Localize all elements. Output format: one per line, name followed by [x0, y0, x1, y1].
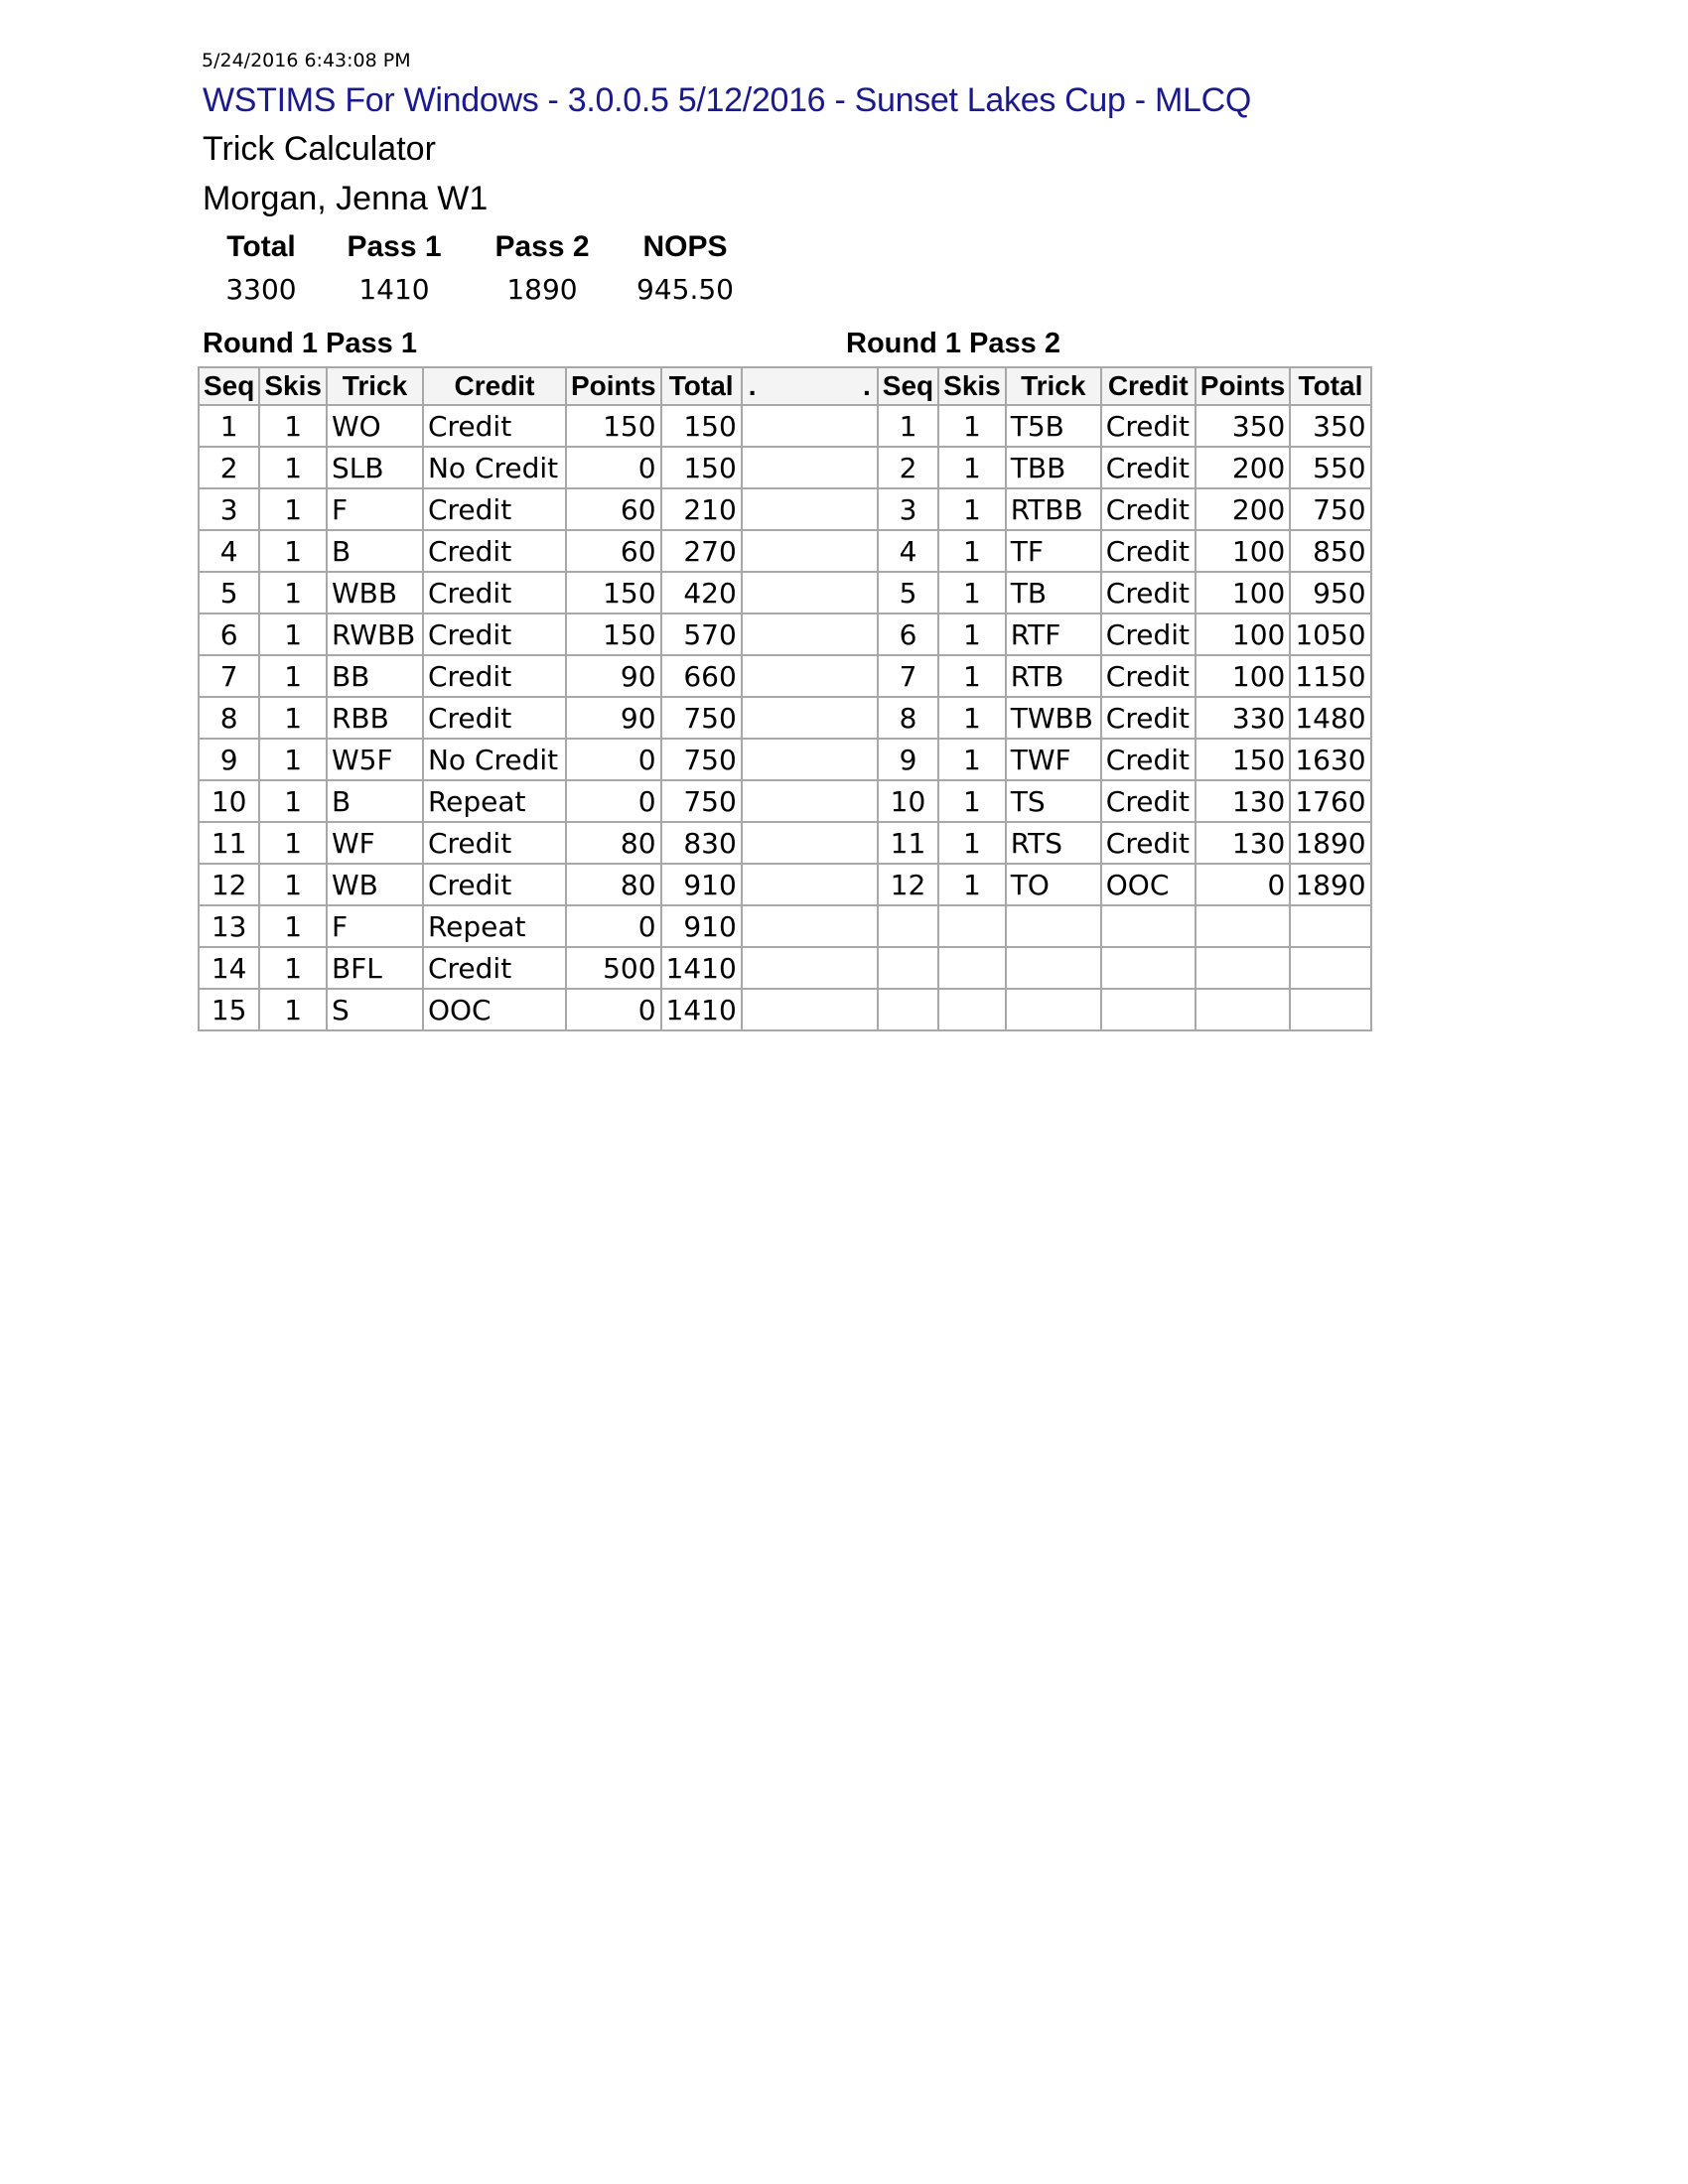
p1-cell-total: 910: [661, 864, 742, 905]
p1-cell-credit: Repeat: [423, 905, 566, 947]
p2-cell-trick: [1006, 989, 1101, 1030]
p2-cell-seq: 7: [878, 655, 938, 697]
summary-value-pass2: 1890: [506, 272, 578, 306]
p2-cell-total: 550: [1290, 447, 1370, 488]
p2-cell-seq: 10: [878, 780, 938, 822]
p1-cell-total: 750: [661, 739, 742, 780]
p2-cell-trick: RTF: [1006, 614, 1101, 655]
p1-cell-total: 910: [661, 905, 742, 947]
p2-cell-credit: Credit: [1101, 739, 1196, 780]
p2-cell-credit: Credit: [1101, 822, 1196, 864]
p2-cell-skis: 1: [938, 530, 1006, 572]
p1-cell-points: 0: [566, 905, 661, 947]
separator-cell: [742, 739, 878, 780]
separator-cell: [742, 864, 878, 905]
p2-cell-credit: [1101, 989, 1196, 1030]
p1-cell-total: 660: [661, 655, 742, 697]
summary-value-pass1: 1410: [358, 272, 430, 306]
summary-header-nops: NOPS: [642, 230, 728, 263]
p1-cell-trick: BB: [327, 655, 423, 697]
p1-cell-credit: Credit: [423, 947, 566, 989]
p2-cell-total: 1050: [1290, 614, 1370, 655]
p2-cell-credit: [1101, 905, 1196, 947]
p2-cell-credit: Credit: [1101, 655, 1196, 697]
p2-cell-total: [1290, 947, 1370, 989]
p1-cell-credit: Credit: [423, 864, 566, 905]
separator-cell: [742, 947, 878, 989]
p2-col-total: Total: [1290, 367, 1370, 405]
p1-cell-skis: 1: [259, 822, 327, 864]
p2-cell-credit: Credit: [1101, 614, 1196, 655]
p1-cell-skis: 1: [259, 614, 327, 655]
p1-cell-points: 80: [566, 864, 661, 905]
p2-cell-seq: 11: [878, 822, 938, 864]
p1-cell-seq: 4: [199, 530, 259, 572]
p1-cell-trick: B: [327, 530, 423, 572]
p1-cell-trick: RWBB: [327, 614, 423, 655]
p2-cell-credit: Credit: [1101, 697, 1196, 739]
p1-cell-skis: 1: [259, 488, 327, 530]
p2-cell-points: 130: [1196, 780, 1291, 822]
p2-cell-trick: TWBB: [1006, 697, 1101, 739]
p2-cell-points: 130: [1196, 822, 1291, 864]
p2-cell-trick: RTB: [1006, 655, 1101, 697]
separator-cell: [742, 780, 878, 822]
p2-cell-credit: Credit: [1101, 405, 1196, 447]
p1-cell-skis: 1: [259, 447, 327, 488]
p1-cell-trick: WO: [327, 405, 423, 447]
p2-cell-points: [1196, 905, 1291, 947]
p1-cell-credit: Credit: [423, 530, 566, 572]
p1-cell-total: 750: [661, 697, 742, 739]
table-header-row: [199, 367, 1371, 405]
p1-cell-credit: Repeat: [423, 780, 566, 822]
p1-cell-trick: WF: [327, 822, 423, 864]
p1-cell-credit: OOC: [423, 989, 566, 1030]
p1-cell-credit: Credit: [423, 655, 566, 697]
p2-cell-skis: 1: [938, 864, 1006, 905]
p2-cell-points: 330: [1196, 697, 1291, 739]
separator-cell: [742, 655, 878, 697]
p1-cell-credit: No Credit: [423, 447, 566, 488]
p2-cell-total: 1480: [1290, 697, 1370, 739]
p2-cell-seq: [878, 905, 938, 947]
p2-cell-trick: TO: [1006, 864, 1101, 905]
p2-cell-total: 750: [1290, 488, 1370, 530]
p2-cell-trick: [1006, 947, 1101, 989]
separator-cell: [742, 572, 878, 614]
p2-cell-credit: Credit: [1101, 780, 1196, 822]
summary-value-total: 3300: [225, 272, 297, 306]
p1-cell-trick: F: [327, 905, 423, 947]
p1-cell-skis: 1: [259, 655, 327, 697]
p1-cell-trick: F: [327, 488, 423, 530]
p1-cell-seq: 8: [199, 697, 259, 739]
p1-cell-credit: Credit: [423, 405, 566, 447]
p1-cell-points: 150: [566, 614, 661, 655]
p1-cell-total: 150: [661, 447, 742, 488]
p1-cell-seq: 14: [199, 947, 259, 989]
separator-cell: [742, 405, 878, 447]
table-row: [199, 405, 1371, 447]
p1-cell-credit: Credit: [423, 572, 566, 614]
p1-cell-seq: 1: [199, 405, 259, 447]
p2-cell-points: 100: [1196, 614, 1291, 655]
p2-cell-total: [1290, 989, 1370, 1030]
separator-column: [742, 367, 878, 405]
summary-header-total: Total: [226, 230, 296, 263]
summary-value-nops: 945.50: [636, 272, 734, 306]
p2-cell-seq: 8: [878, 697, 938, 739]
separator-cell: [742, 530, 878, 572]
p2-cell-total: 950: [1290, 572, 1370, 614]
p1-cell-points: 90: [566, 697, 661, 739]
table-row: [199, 864, 1371, 905]
p2-cell-seq: 6: [878, 614, 938, 655]
p1-cell-points: 80: [566, 822, 661, 864]
p2-cell-credit: OOC: [1101, 864, 1196, 905]
p2-col-credit: Credit: [1101, 367, 1196, 405]
p2-cell-seq: 1: [878, 405, 938, 447]
p1-cell-seq: 5: [199, 572, 259, 614]
p2-cell-total: 1760: [1290, 780, 1370, 822]
p2-cell-total: 850: [1290, 530, 1370, 572]
p2-cell-credit: Credit: [1101, 488, 1196, 530]
p1-cell-trick: RBB: [327, 697, 423, 739]
p2-cell-skis: 1: [938, 572, 1006, 614]
p1-cell-trick: WB: [327, 864, 423, 905]
p1-cell-skis: 1: [259, 780, 327, 822]
p2-cell-points: [1196, 947, 1291, 989]
separator-cell: [742, 697, 878, 739]
p2-cell-seq: 2: [878, 447, 938, 488]
separator-cell: [742, 447, 878, 488]
p1-cell-seq: 3: [199, 488, 259, 530]
p2-col-points: Points: [1196, 367, 1291, 405]
p2-cell-trick: RTBB: [1006, 488, 1101, 530]
p2-cell-skis: 1: [938, 488, 1006, 530]
p1-col-skis: Skis: [259, 367, 327, 405]
table-row: [199, 655, 1371, 697]
p2-cell-skis: 1: [938, 614, 1006, 655]
p1-col-credit: Credit: [423, 367, 566, 405]
p1-cell-credit: Credit: [423, 697, 566, 739]
p1-cell-skis: 1: [259, 405, 327, 447]
table-row: [199, 739, 1371, 780]
p1-cell-seq: 15: [199, 989, 259, 1030]
p2-cell-seq: 5: [878, 572, 938, 614]
p2-cell-skis: 1: [938, 697, 1006, 739]
p2-cell-points: 100: [1196, 655, 1291, 697]
p2-cell-total: 350: [1290, 405, 1370, 447]
p2-cell-trick: [1006, 905, 1101, 947]
p1-cell-seq: 6: [199, 614, 259, 655]
p1-cell-seq: 10: [199, 780, 259, 822]
skier-name: Morgan, Jenna W1: [203, 180, 489, 217]
p2-cell-credit: [1101, 947, 1196, 989]
p1-cell-points: 0: [566, 780, 661, 822]
p1-cell-seq: 7: [199, 655, 259, 697]
score-summary: [203, 226, 755, 310]
p1-cell-total: 570: [661, 614, 742, 655]
separator-left: .: [748, 370, 757, 401]
p1-cell-seq: 9: [199, 739, 259, 780]
summary-header-pass2: Pass 2: [494, 230, 590, 263]
p1-cell-seq: 2: [199, 447, 259, 488]
p2-cell-points: 200: [1196, 488, 1291, 530]
p2-cell-credit: Credit: [1101, 530, 1196, 572]
p1-cell-total: 1410: [661, 989, 742, 1030]
table-row: [199, 822, 1371, 864]
p2-cell-skis: 1: [938, 447, 1006, 488]
report-title: Trick Calculator: [203, 130, 436, 168]
p1-cell-total: 1410: [661, 947, 742, 989]
p1-cell-credit: Credit: [423, 822, 566, 864]
pass1-label: Round 1 Pass 1: [203, 328, 417, 359]
p1-cell-total: 830: [661, 822, 742, 864]
p1-cell-skis: 1: [259, 905, 327, 947]
p2-cell-points: 0: [1196, 864, 1291, 905]
p2-cell-trick: TWF: [1006, 739, 1101, 780]
p2-col-skis: Skis: [938, 367, 1006, 405]
p1-cell-skis: 1: [259, 739, 327, 780]
p1-cell-points: 500: [566, 947, 661, 989]
p2-cell-trick: TF: [1006, 530, 1101, 572]
table-row: [199, 989, 1371, 1030]
table-row: [199, 905, 1371, 947]
p2-cell-skis: 1: [938, 655, 1006, 697]
p1-col-seq: Seq: [199, 367, 259, 405]
p1-cell-skis: 1: [259, 864, 327, 905]
p2-cell-seq: 12: [878, 864, 938, 905]
p2-cell-skis: [938, 947, 1006, 989]
separator-cell: [742, 905, 878, 947]
p2-cell-points: 100: [1196, 572, 1291, 614]
separator-cell: [742, 822, 878, 864]
p1-cell-total: 270: [661, 530, 742, 572]
p1-cell-trick: WBB: [327, 572, 423, 614]
p2-cell-trick: TS: [1006, 780, 1101, 822]
p1-cell-trick: W5F: [327, 739, 423, 780]
p1-cell-points: 90: [566, 655, 661, 697]
table-row: [199, 947, 1371, 989]
p2-cell-trick: TBB: [1006, 447, 1101, 488]
p2-cell-skis: [938, 905, 1006, 947]
p1-cell-total: 420: [661, 572, 742, 614]
table-row: [199, 614, 1371, 655]
trick-table: [198, 366, 1372, 1031]
p2-cell-credit: Credit: [1101, 447, 1196, 488]
p2-cell-trick: TB: [1006, 572, 1101, 614]
table-row: [199, 447, 1371, 488]
p1-cell-skis: 1: [259, 989, 327, 1030]
p1-cell-points: 150: [566, 405, 661, 447]
p1-cell-points: 0: [566, 447, 661, 488]
table-row: [199, 488, 1371, 530]
p1-cell-skis: 1: [259, 572, 327, 614]
p2-cell-points: [1196, 989, 1291, 1030]
p1-cell-trick: SLB: [327, 447, 423, 488]
p1-cell-points: 0: [566, 989, 661, 1030]
p1-cell-seq: 13: [199, 905, 259, 947]
report-timestamp: 5/24/2016 6:43:08 PM: [202, 50, 411, 71]
p2-col-trick: Trick: [1006, 367, 1101, 405]
p2-cell-skis: 1: [938, 405, 1006, 447]
p1-col-points: Points: [566, 367, 661, 405]
p2-cell-skis: 1: [938, 739, 1006, 780]
separator-right: .: [863, 370, 871, 401]
p1-cell-total: 750: [661, 780, 742, 822]
p2-cell-points: 100: [1196, 530, 1291, 572]
pass2-label: Round 1 Pass 2: [846, 328, 1060, 359]
p1-cell-skis: 1: [259, 530, 327, 572]
p2-cell-trick: RTS: [1006, 822, 1101, 864]
p1-cell-points: 150: [566, 572, 661, 614]
p2-cell-skis: [938, 989, 1006, 1030]
summary-header-pass1: Pass 1: [347, 230, 442, 263]
p1-col-trick: Trick: [327, 367, 423, 405]
p1-cell-skis: 1: [259, 697, 327, 739]
p2-cell-seq: 3: [878, 488, 938, 530]
p2-cell-total: 1630: [1290, 739, 1370, 780]
table-row: [199, 530, 1371, 572]
p2-cell-seq: [878, 947, 938, 989]
p2-col-seq: Seq: [878, 367, 938, 405]
p1-cell-points: 60: [566, 530, 661, 572]
p1-cell-credit: Credit: [423, 614, 566, 655]
p1-col-total: Total: [661, 367, 742, 405]
p1-cell-credit: No Credit: [423, 739, 566, 780]
table-row: [199, 572, 1371, 614]
p2-cell-credit: Credit: [1101, 572, 1196, 614]
app-title: WSTIMS For Windows - 3.0.0.5 5/12/2016 - Sunset Lakes Cup - MLCQ: [203, 81, 1252, 119]
p1-cell-total: 210: [661, 488, 742, 530]
separator-cell: [742, 989, 878, 1030]
p2-cell-total: 1890: [1290, 822, 1370, 864]
p2-cell-skis: 1: [938, 780, 1006, 822]
p2-cell-skis: 1: [938, 822, 1006, 864]
p1-cell-trick: BFL: [327, 947, 423, 989]
p1-cell-credit: Credit: [423, 488, 566, 530]
p1-cell-trick: S: [327, 989, 423, 1030]
table-row: [199, 780, 1371, 822]
p1-cell-points: 60: [566, 488, 661, 530]
p1-cell-trick: B: [327, 780, 423, 822]
p2-cell-total: 1150: [1290, 655, 1370, 697]
separator-cell: [742, 488, 878, 530]
p2-cell-total: 1890: [1290, 864, 1370, 905]
table-row: [199, 697, 1371, 739]
p2-cell-total: [1290, 905, 1370, 947]
p2-cell-seq: [878, 989, 938, 1030]
p2-cell-seq: 4: [878, 530, 938, 572]
p2-cell-seq: 9: [878, 739, 938, 780]
p1-cell-points: 0: [566, 739, 661, 780]
p2-cell-points: 200: [1196, 447, 1291, 488]
p2-cell-trick: T5B: [1006, 405, 1101, 447]
p1-cell-total: 150: [661, 405, 742, 447]
separator-cell: [742, 614, 878, 655]
p2-cell-points: 350: [1196, 405, 1291, 447]
p1-cell-skis: 1: [259, 947, 327, 989]
p1-cell-seq: 11: [199, 822, 259, 864]
p2-cell-points: 150: [1196, 739, 1291, 780]
p1-cell-seq: 12: [199, 864, 259, 905]
